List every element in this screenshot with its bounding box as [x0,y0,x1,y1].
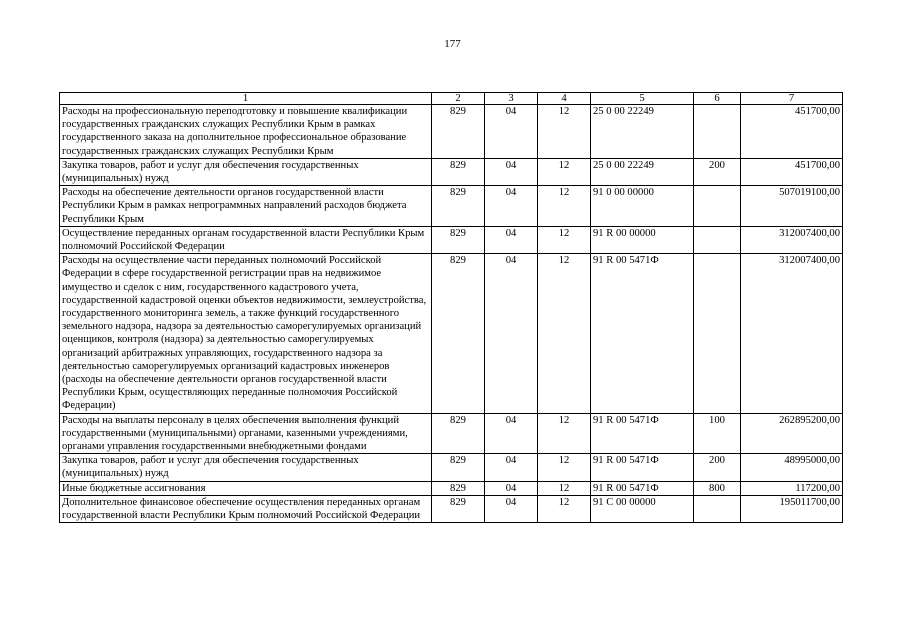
header-cell: 1 [60,93,432,105]
amount-cell: 451700,00 [741,158,843,185]
expense-type-cell [694,105,741,159]
ministry-code-cell: 829 [432,226,485,253]
subsection-code-cell: 12 [538,495,591,522]
amount-cell: 312007400,00 [741,254,843,413]
table-row [60,495,843,522]
amount-cell: 451700,00 [741,105,843,159]
table-row [60,413,843,454]
section-code-cell: 04 [485,495,538,522]
ministry-code-cell: 829 [432,495,485,522]
expense-type-cell: 200 [694,454,741,481]
target-article-cell: 91 R 00 5471Ф [591,413,694,454]
expense-name-cell: Иные бюджетные ассигнования [60,481,432,495]
table-row [60,105,843,159]
header-cell: 3 [485,93,538,105]
subsection-code-cell: 12 [538,226,591,253]
section-code-cell: 04 [485,158,538,185]
expense-type-cell [694,254,741,413]
subsection-code-cell: 12 [538,254,591,413]
target-article-cell: 91 C 00 00000 [591,495,694,522]
subsection-code-cell: 12 [538,454,591,481]
target-article-cell: 25 0 00 22249 [591,158,694,185]
ministry-code-cell: 829 [432,481,485,495]
subsection-code-cell: 12 [538,158,591,185]
page-number: 177 [444,38,461,50]
ministry-code-cell: 829 [432,454,485,481]
subsection-code-cell: 12 [538,186,591,227]
expense-name-cell: Расходы на обеспечение деятельности органов государственной власти Республики Крым в рамках непрограммных направлений расходов бюджета Республики Крым [60,186,432,227]
section-code-cell: 04 [485,186,538,227]
amount-cell: 312007400,00 [741,226,843,253]
target-article-cell: 91 0 00 00000 [591,186,694,227]
section-code-cell: 04 [485,413,538,454]
table-row [60,254,843,413]
header-cell: 2 [432,93,485,105]
header-cell: 4 [538,93,591,105]
expense-type-cell [694,186,741,227]
expense-type-cell: 800 [694,481,741,495]
section-code-cell: 04 [485,226,538,253]
section-code-cell: 04 [485,481,538,495]
expense-type-cell [694,226,741,253]
expense-name-cell: Закупка товаров, работ и услуг для обеспечения государственных (муниципальных) нужд [60,454,432,481]
amount-cell: 117200,00 [741,481,843,495]
header-row [60,93,843,105]
subsection-code-cell: 12 [538,413,591,454]
table-row [60,186,843,227]
target-article-cell: 25 0 00 22249 [591,105,694,159]
table-row [60,481,843,495]
table-row [60,158,843,185]
ministry-code-cell: 829 [432,158,485,185]
expense-type-cell: 100 [694,413,741,454]
amount-cell: 195011700,00 [741,495,843,522]
expense-name-cell: Дополнительное финансовое обеспечение осуществления переданных органам государственной власти Республики Крым полномочий Российской Федерации [60,495,432,522]
budget-table [59,92,843,523]
amount-cell: 48995000,00 [741,454,843,481]
subsection-code-cell: 12 [538,105,591,159]
header-cell: 5 [591,93,694,105]
expense-name-cell: Осуществление переданных органам государственной власти Республики Крым полномочий Российской Федерации [60,226,432,253]
expense-name-cell: Расходы на выплаты персоналу в целях обеспечения выполнения функций государственными (муниципальными) органами, казенными учреждениями, органами управления государственными внебюджетными фондами [60,413,432,454]
target-article-cell: 91 R 00 00000 [591,226,694,253]
header-cell: 6 [694,93,741,105]
amount-cell: 507019100,00 [741,186,843,227]
ministry-code-cell: 829 [432,186,485,227]
expense-type-cell [694,495,741,522]
expense-name-cell: Закупка товаров, работ и услуг для обеспечения государственных (муниципальных) нужд [60,158,432,185]
table-row [60,454,843,481]
section-code-cell: 04 [485,454,538,481]
target-article-cell: 91 R 00 5471Ф [591,254,694,413]
ministry-code-cell: 829 [432,105,485,159]
ministry-code-cell: 829 [432,254,485,413]
expense-type-cell: 200 [694,158,741,185]
expense-name-cell: Расходы на профессиональную переподготовку и повышение квалификации государственных гражданских служащих Республики Крым в рамках государственного заказа на дополнительное профессиональное образование государственных гражданских служащих Республики Крым [60,105,432,159]
amount-cell: 262895200,00 [741,413,843,454]
ministry-code-cell: 829 [432,413,485,454]
subsection-code-cell: 12 [538,481,591,495]
table-row [60,226,843,253]
section-code-cell: 04 [485,105,538,159]
target-article-cell: 91 R 00 5471Ф [591,481,694,495]
section-code-cell: 04 [485,254,538,413]
target-article-cell: 91 R 00 5471Ф [591,454,694,481]
expense-name-cell: Расходы на осуществление части переданных полномочий Российской Федерации в сфере государственной регистрации прав на недвижимое имущество и сделок с ним, государственного кадастрового учета, государственной кадастровой оценки объектов недвижимости, землеустройства, государственного мониторинга земель, а также функций государственного земельного надзора, надзора за деятельностью саморегулируемых организаций оценщиков, контроля (надзора) за деятельностью саморегулируемых организаций арбитражных управляющих, государственного надзора за деятельностью саморегулируемых организаций кадастровых инженеров (расходы на обеспечение деятельности органов государственной власти Республики Крым, осуществляющих переданные полномочия Российской Федерации) [60,254,432,413]
header-cell: 7 [741,93,843,105]
